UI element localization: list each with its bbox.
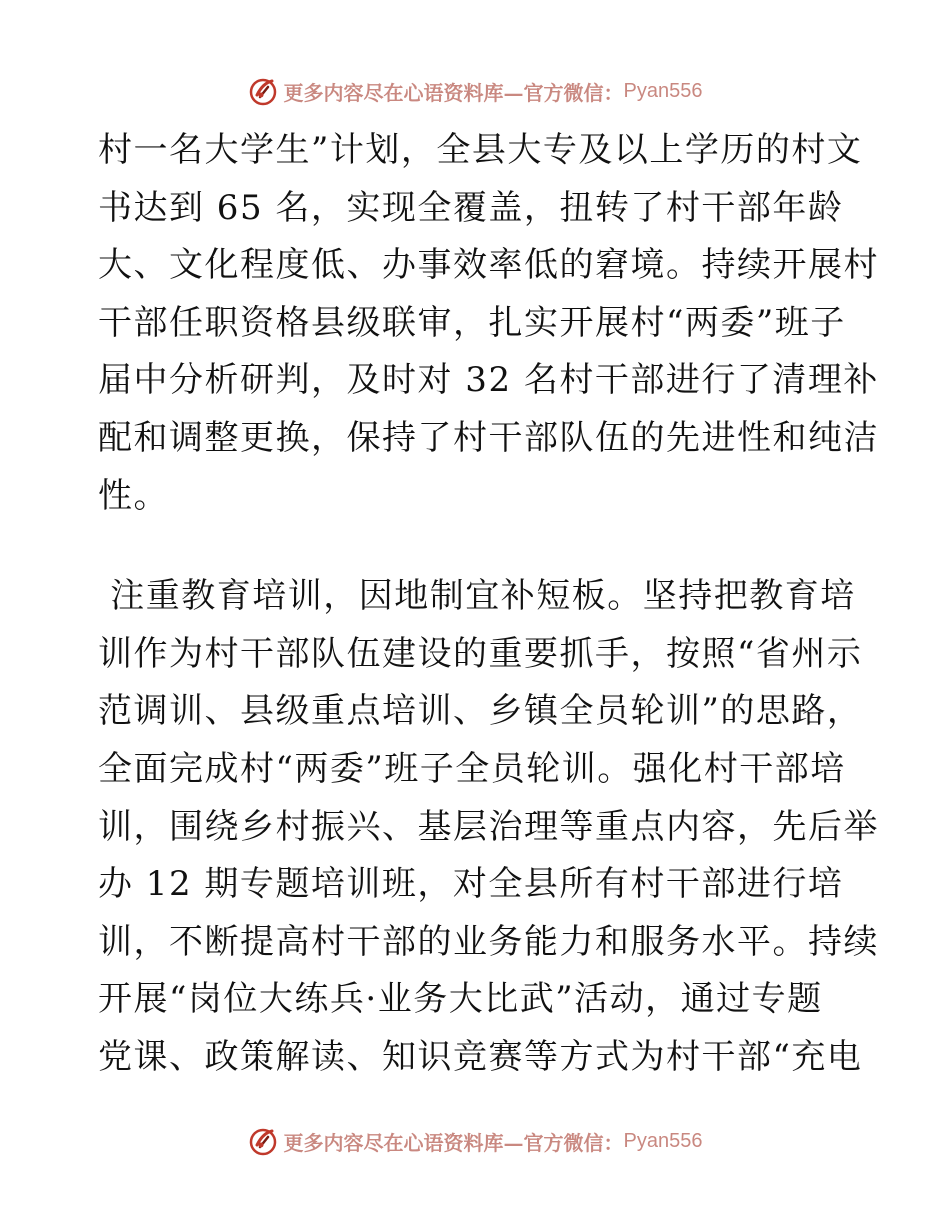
text-line: 训作为村干部队伍建设的重要抓手，按照“省州示 bbox=[98, 633, 863, 674]
text-line: 开展“岗位大练兵·业务大比武”活动，通过专题 bbox=[98, 979, 823, 1020]
paragraph bbox=[98, 568, 879, 1144]
footer-wechat-id: Pyan556 bbox=[623, 1129, 703, 1152]
text-line: 办 12 期专题培训班，对全县所有村干部进行培 bbox=[98, 864, 844, 905]
text-line: 大、文化程度低、办事效率低的窘境。持续开展村 bbox=[98, 245, 879, 286]
text-line: 训，不断提高村干部的业务能力和服务水平。持续 bbox=[98, 921, 879, 962]
red-circle-logo-icon bbox=[248, 75, 280, 107]
text-line: 训，围绕乡村振兴、基层治理等重点内容，先后举 bbox=[98, 806, 879, 847]
paragraph bbox=[98, 122, 879, 525]
footer-banner bbox=[0, 1121, 950, 1161]
text-line: 书达到 65 名，实现全覆盖，扭转了村干部年龄 bbox=[98, 187, 844, 228]
text-line: 性。 bbox=[98, 475, 169, 516]
header-wechat-id: Pyan556 bbox=[623, 79, 703, 102]
text-line: 干部任职资格县级联审，扎实开展村“两委”班子 bbox=[98, 302, 846, 343]
text-line: 党课、政策解读、知识竞赛等方式为村干部“充电 bbox=[98, 1036, 863, 1077]
footer-text: 更多内容尽在心语资料库—官方微信： bbox=[283, 1130, 624, 1155]
text-line: 配和调整更换，保持了村干部队伍的先进性和纯洁 bbox=[98, 417, 879, 458]
header-text: 更多内容尽在心语资料库—官方微信： bbox=[283, 80, 624, 105]
red-circle-logo-icon bbox=[248, 1125, 280, 1157]
document-body bbox=[98, 122, 879, 1144]
text-line: 届中分析研判，及时对 32 名村干部进行了清理补 bbox=[98, 360, 879, 401]
text-line: 村一名大学生”计划，全县大专及以上学历的村文 bbox=[98, 130, 863, 170]
text-line: 全面完成村“两委”班子全员轮训。强化村干部培 bbox=[98, 748, 846, 789]
header-banner bbox=[0, 71, 950, 111]
text-line: 范调训、县级重点培训、乡镇全员轮训”的思路， bbox=[98, 691, 863, 732]
text-line: 注重教育培训，因地制宜补短板。坚持把教育培 bbox=[98, 576, 856, 617]
